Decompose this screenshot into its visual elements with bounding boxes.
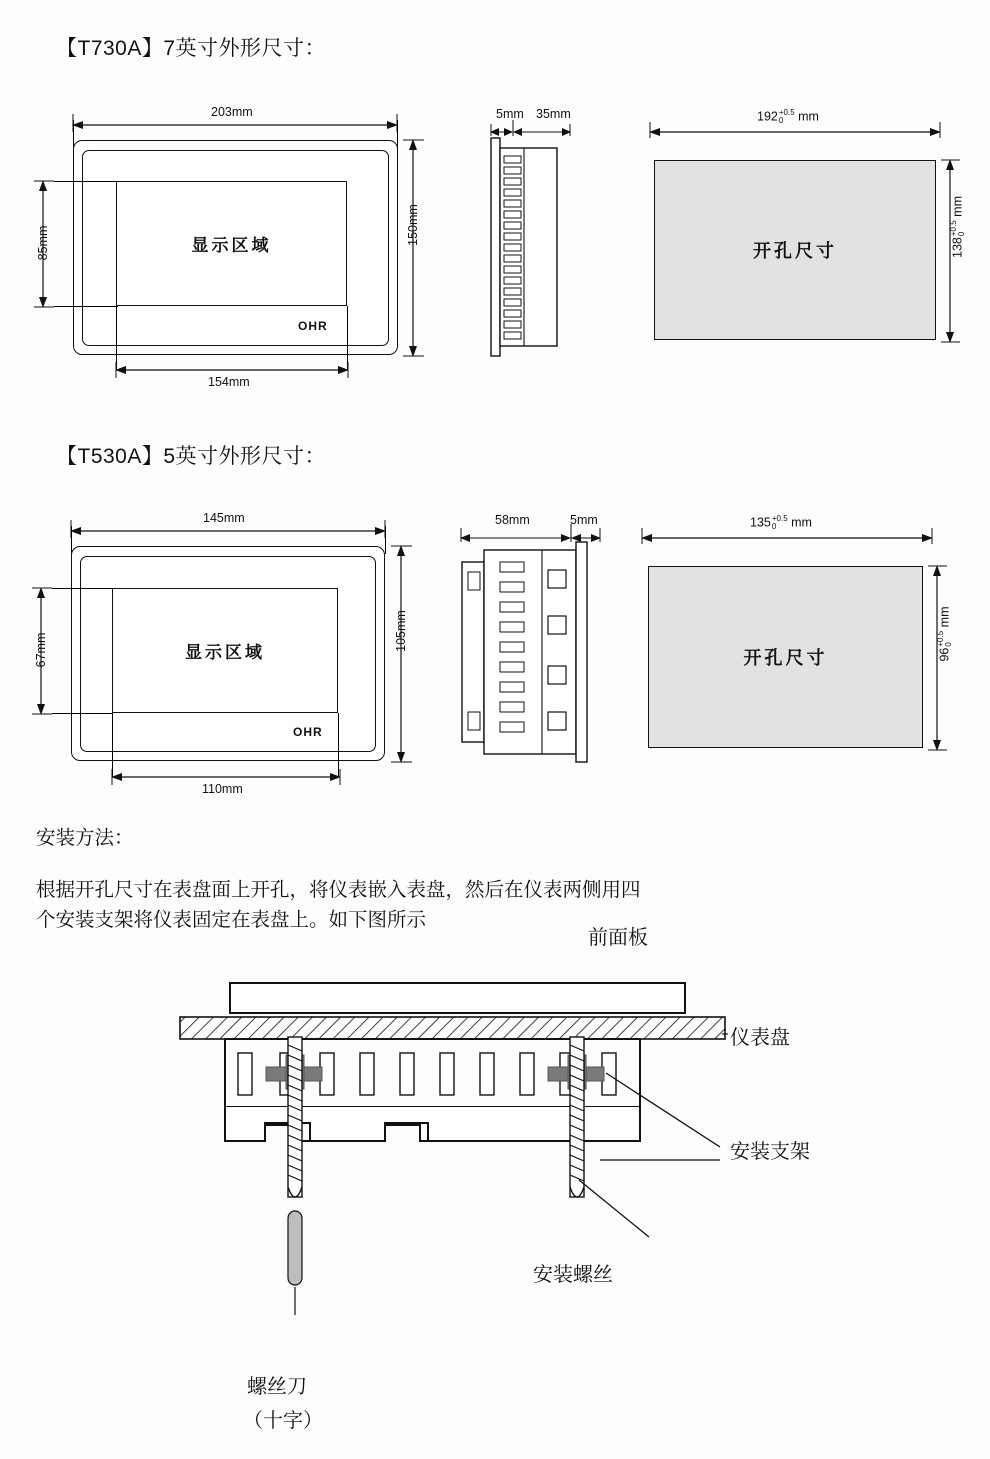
t730a-ext-line-screen-top	[54, 181, 118, 182]
t530a-display-area-label: 显示区域	[185, 643, 265, 662]
section-title-t530a: 【T530A】5英寸外形尺寸：	[56, 445, 327, 468]
t530a-ext-line-screen-bottom	[52, 713, 112, 714]
install-paragraph-line1: 根据开孔尺寸在表盘面上开孔，将仪表嵌入表盘，然后在仪表两侧用四	[36, 880, 641, 901]
t730a-side-front-thickness-label: 5mm	[496, 107, 524, 121]
t530a-ext-line-right	[385, 526, 386, 554]
t730a-side-depth-label: 35mm	[536, 107, 571, 121]
t730a-display-area-label: 显示区域	[191, 236, 272, 255]
screw-leader-line	[565, 1175, 705, 1245]
t730a-front-width-label: 203mm	[211, 105, 253, 119]
t730a-ext-line-right	[397, 120, 398, 148]
t530a-screen-height-label: 67mm	[34, 632, 48, 668]
t530a-cutout-width-tol-lower: 0	[771, 522, 777, 531]
t730a-screen-height-label: 85mm	[36, 225, 50, 261]
t730a-cutout-width-tol-upper: +0.5	[778, 108, 795, 117]
label-mounting-screw: 安装螺丝	[533, 1264, 613, 1286]
label-screwdriver-line2: （十字）	[243, 1410, 323, 1432]
t730a-cutout-width-tol-lower: 0	[778, 116, 784, 125]
t730a-cutout-width-value: 192	[757, 109, 778, 124]
label-mounting-bracket: 安装支架	[730, 1141, 810, 1163]
t730a-cutout-box	[654, 160, 936, 340]
t730a-cutout-height-tol-upper: +0.5	[949, 220, 958, 237]
bracket-leader-line	[592, 1065, 732, 1155]
t730a-screen-width-label: 154mm	[208, 375, 250, 389]
t730a-cutout-width-label	[757, 109, 819, 125]
t530a-ext-line-screen-right	[338, 713, 339, 777]
label-screwdriver-line1: 螺丝刀	[247, 1376, 307, 1398]
t730a-cutout-height-label	[950, 187, 966, 267]
screwdriver-icon	[288, 1211, 302, 1315]
label-meter-panel: 仪表盘	[730, 1027, 790, 1049]
section-title-t730a: 【T730A】7英寸外形尺寸：	[56, 37, 327, 60]
t730a-cutout-height-unit: mm	[950, 196, 965, 217]
t730a-logo: OHR	[298, 319, 328, 333]
t730a-ext-line-screen-right	[347, 306, 348, 370]
t730a-cutout-height-tol-lower: 0	[957, 231, 966, 237]
t530a-cutout-height-tol-upper: +0.5	[936, 630, 945, 647]
t530a-ext-line-screen-left	[112, 713, 113, 777]
mounting-screw-left	[288, 1037, 302, 1197]
t730a-side-view	[480, 134, 590, 360]
t730a-cutout-label: 开孔尺寸	[753, 241, 837, 261]
t730a-display-area	[116, 181, 347, 306]
t530a-cutout-width-unit: mm	[791, 515, 812, 530]
t530a-ext-line-screen-top	[52, 588, 112, 589]
t530a-cutout-width-tol-upper: +0.5	[771, 514, 788, 523]
install-heading: 安装方法：	[36, 828, 134, 849]
t530a-front-width-label: 145mm	[203, 511, 245, 525]
t530a-cutout-height-unit: mm	[937, 606, 952, 628]
t730a-cutout-height-value: 138	[950, 237, 965, 258]
t730a-front-height-label: 150mm	[406, 204, 420, 246]
t530a-display-area	[112, 588, 338, 713]
t730a-cutout-width-unit: mm	[798, 109, 819, 124]
t530a-cutout-width-label	[750, 515, 812, 531]
install-paragraph-line2: 个安装支架将仪表固定在表盘上。如下图所示	[36, 910, 427, 931]
t530a-side-view	[452, 540, 612, 770]
t530a-cutout-height-tol-lower: 0	[944, 642, 953, 647]
t530a-cutout-height-value: 96	[937, 647, 952, 662]
t530a-front-height-label: 105mm	[394, 610, 408, 652]
mounting-screw-right	[570, 1037, 584, 1197]
t530a-logo: OHR	[293, 725, 323, 739]
t530a-screen-width-label: 110mm	[202, 782, 243, 796]
t530a-cutout-box	[648, 566, 923, 748]
t530a-side-front-thickness-label: 5mm	[570, 513, 598, 527]
t530a-side-depth-label: 58mm	[495, 513, 530, 527]
t530a-cutout-width-value: 135	[750, 515, 771, 530]
label-front-panel: 前面板	[588, 927, 648, 949]
t730a-ext-line-screen-left	[116, 306, 117, 370]
t730a-ext-line-screen-bottom	[54, 306, 118, 307]
t530a-cutout-label: 开孔尺寸	[743, 648, 828, 668]
t530a-cutout-height-label	[937, 594, 953, 674]
